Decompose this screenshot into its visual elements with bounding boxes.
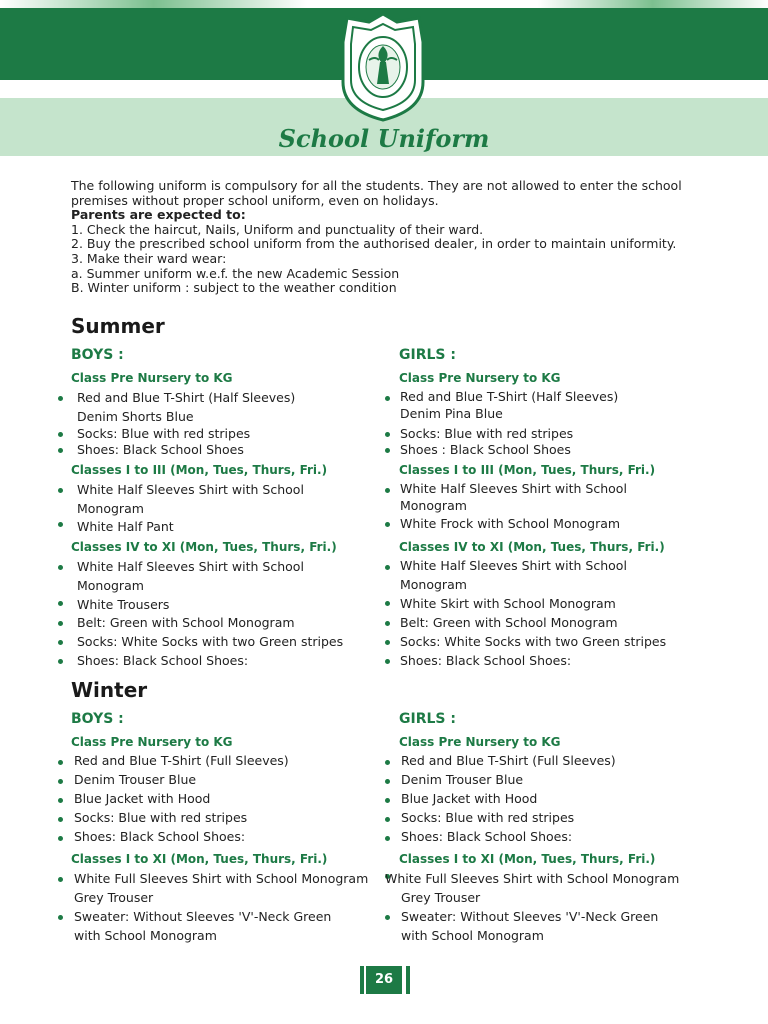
list-item: Socks: Blue with red stripes <box>74 810 248 825</box>
list-item: Monogram <box>77 578 144 593</box>
bullet <box>58 915 63 920</box>
bullet <box>385 836 390 841</box>
intro-line: 1. Check the haircut, Nails, Uniform and punctuality of their ward. <box>71 221 484 237</box>
intro-line: B. Winter uniform : subject to the weather condition <box>71 280 397 296</box>
parents-heading: Parents are expected to: <box>71 207 246 223</box>
bullet <box>58 448 63 453</box>
winter-girls-class-heading: Classes I to XI (Mon, Tues, Thurs, Fri.) <box>399 852 656 866</box>
list-item: Sweater: Without Sleeves 'V'-Neck Green <box>74 909 332 924</box>
winter-boys-heading: BOYS : <box>71 711 124 727</box>
bullet <box>385 432 390 437</box>
bullet <box>58 432 63 437</box>
summer-girls-class-heading: Classes IV to XI (Mon, Tues, Thurs, Fri.) <box>399 540 665 554</box>
list-item: White Frock with School Monogram <box>400 516 621 531</box>
page-number-bar-left <box>360 966 364 994</box>
bullet <box>58 522 63 527</box>
intro-line: The following uniform is compulsory for all the students. They are not allowed to enter the school <box>71 178 682 193</box>
summer-boys-class-heading: Classes IV to XI (Mon, Tues, Thurs, Fri.) <box>71 540 337 554</box>
top-gradient-line <box>0 0 768 8</box>
summer-heading: Summer <box>71 314 165 338</box>
list-item: Blue Jacket with Hood <box>74 791 211 806</box>
summer-boys-class-heading: Classes I to III (Mon, Tues, Thurs, Fri.) <box>71 463 328 477</box>
list-item: Socks: White Socks with two Green stripes <box>400 634 667 649</box>
bullet <box>385 601 390 606</box>
summer-girls-class-heading: Class Pre Nursery to KG <box>399 371 561 385</box>
bullet <box>385 640 390 645</box>
bullet <box>385 659 390 664</box>
bullet <box>385 396 390 401</box>
list-item: Socks: Blue with red stripes <box>400 426 574 441</box>
page-number-bar-right <box>406 966 410 994</box>
winter-girls-class-heading: Class Pre Nursery to KG <box>399 735 561 749</box>
bullet <box>385 915 390 920</box>
list-item: Socks: Blue with red stripes <box>77 426 251 441</box>
list-item: Blue Jacket with Hood <box>401 791 538 806</box>
bullet <box>385 448 390 453</box>
list-item: White Skirt with School Monogram <box>400 596 616 611</box>
intro-text <box>71 179 711 296</box>
list-item: Socks: White Socks with two Green stripes <box>77 634 344 649</box>
list-item: Denim Shorts Blue <box>77 409 194 424</box>
bullet <box>58 621 63 626</box>
list-item: Shoes: Black School Shoes: <box>400 653 572 668</box>
list-item: White Trousers <box>77 597 170 612</box>
intro-line: 2. Buy the prescribed school uniform from the authorised dealer, in order to maintain uniformity. <box>71 236 677 252</box>
list-item: Red and Blue T-Shirt (Full Sleeves) <box>74 753 289 768</box>
list-item: Grey Trouser <box>74 890 154 905</box>
bullet <box>58 798 63 803</box>
winter-boys-class-heading: Classes I to XI (Mon, Tues, Thurs, Fri.) <box>71 852 328 866</box>
list-item: with School Monogram <box>74 928 217 943</box>
bullet <box>385 817 390 822</box>
summer-girls-heading: GIRLS : <box>399 347 456 363</box>
bullet <box>385 779 390 784</box>
list-item: Denim Pina Blue <box>400 406 503 421</box>
list-item: Monogram <box>400 577 467 592</box>
list-item: White Half Sleeves Shirt with School <box>77 559 304 574</box>
bullet <box>58 659 63 664</box>
bullet <box>385 621 390 626</box>
list-item: Shoes: Black School Shoes: <box>401 829 573 844</box>
list-item: Red and Blue T-Shirt (Half Sleeves) <box>77 390 296 405</box>
bullet <box>58 565 63 570</box>
winter-girls-heading: GIRLS : <box>399 711 456 727</box>
list-item: White Full Sleeves Shirt with School Monogram <box>385 871 680 886</box>
bullet <box>58 640 63 645</box>
bullet <box>385 565 390 570</box>
list-item: Shoes: Black School Shoes <box>77 442 244 457</box>
bullet <box>385 522 390 527</box>
list-item: Monogram <box>400 498 467 513</box>
summer-boys-heading: BOYS : <box>71 347 124 363</box>
intro-line: premises without proper school uniform, even on holidays. <box>71 192 439 208</box>
winter-boys-class-heading: Class Pre Nursery to KG <box>71 735 233 749</box>
list-item: White Half Sleeves Shirt with School <box>400 481 627 496</box>
list-item: Denim Trouser Blue <box>401 772 524 787</box>
summer-girls-class-heading: Classes I to III (Mon, Tues, Thurs, Fri.) <box>399 463 656 477</box>
bullet <box>58 760 63 765</box>
list-item: Belt: Green with School Monogram <box>400 615 618 630</box>
school-crest-logo <box>339 12 427 122</box>
list-item: White Half Sleeves Shirt with School <box>77 482 304 497</box>
bullet <box>58 877 63 882</box>
bullet <box>58 396 63 401</box>
list-item: Sweater: Without Sleeves 'V'-Neck Green <box>401 909 659 924</box>
winter-heading: Winter <box>71 678 148 702</box>
list-item: White Full Sleeves Shirt with School Monogram <box>74 871 369 886</box>
list-item: Socks: Blue with red stripes <box>401 810 575 825</box>
list-item: Grey Trouser <box>401 890 481 905</box>
list-item: Red and Blue T-Shirt (Full Sleeves) <box>401 753 616 768</box>
bullet <box>385 488 390 493</box>
list-item: with School Monogram <box>401 928 544 943</box>
list-item: Belt: Green with School Monogram <box>77 615 295 630</box>
list-item: Denim Trouser Blue <box>74 772 197 787</box>
bullet <box>385 798 390 803</box>
summer-boys-class-heading: Class Pre Nursery to KG <box>71 371 233 385</box>
bullet <box>385 760 390 765</box>
list-item: Red and Blue T-Shirt (Half Sleeves) <box>400 389 619 404</box>
page-number: 26 <box>366 966 402 994</box>
list-item: White Half Pant <box>77 519 174 534</box>
page-title: School Uniform <box>278 124 490 153</box>
list-item: Shoes: Black School Shoes: <box>77 653 249 668</box>
list-item: Shoes: Black School Shoes: <box>74 829 246 844</box>
bullet <box>58 836 63 841</box>
bullet <box>58 488 63 493</box>
list-item: White Half Sleeves Shirt with School <box>400 558 627 573</box>
bullet <box>58 779 63 784</box>
list-item: Monogram <box>77 501 144 516</box>
bullet <box>58 601 63 606</box>
list-item: Shoes : Black School Shoes <box>400 442 571 457</box>
intro-line: 3. Make their ward wear: <box>71 250 227 266</box>
bullet <box>58 817 63 822</box>
intro-line: a. Summer uniform w.e.f. the new Academic Session <box>71 265 400 281</box>
